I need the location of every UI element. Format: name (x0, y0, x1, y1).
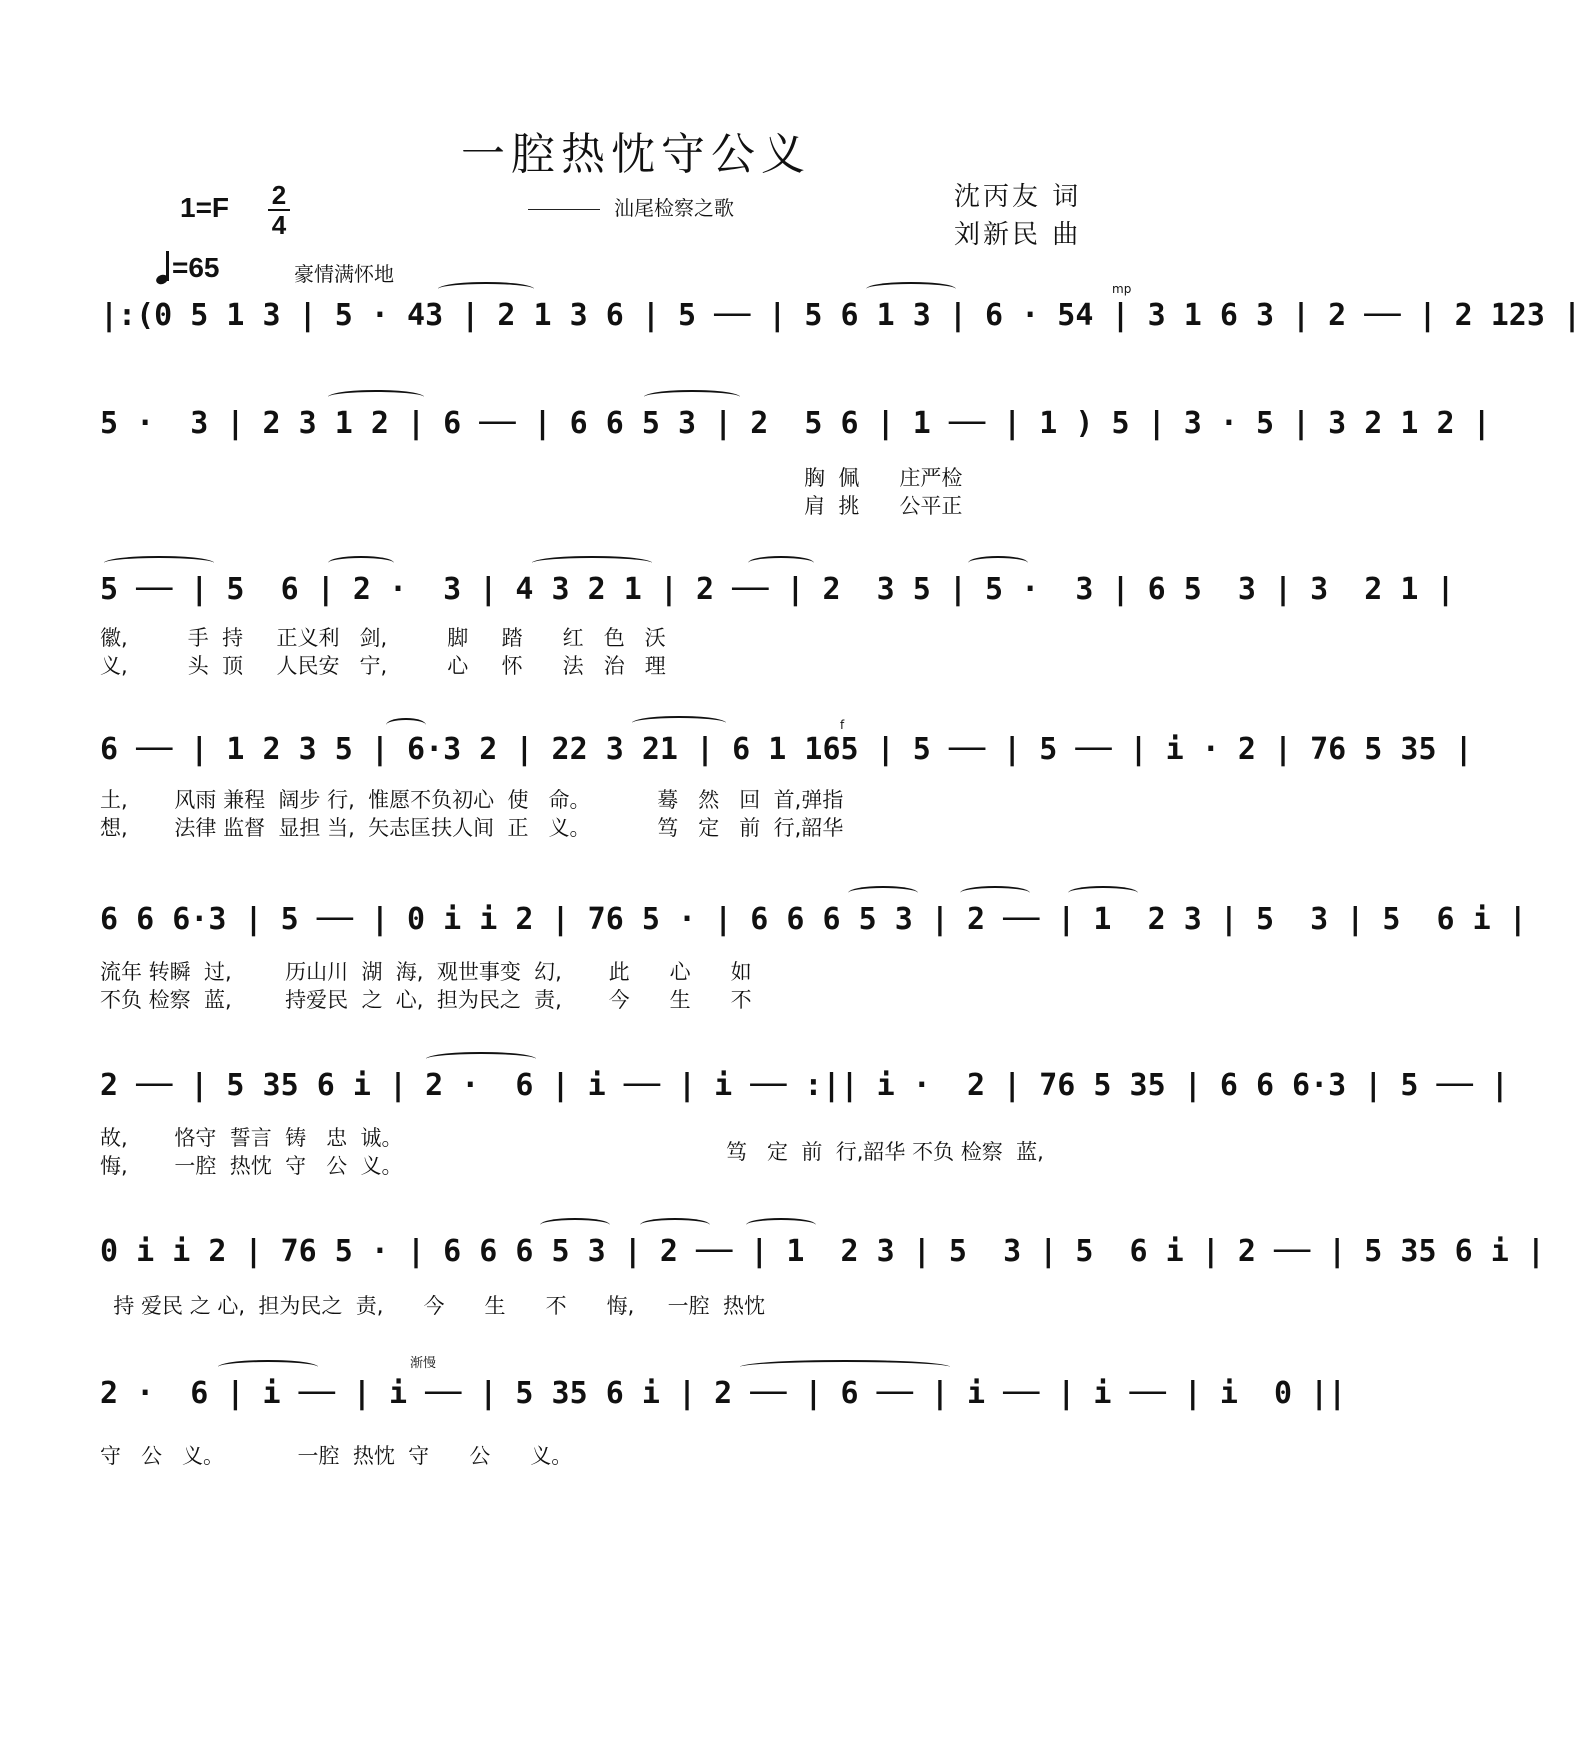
slur (740, 1360, 950, 1374)
song-title: 一腔热忱守公义 (461, 129, 811, 180)
dynamic-mark: f (840, 718, 845, 732)
slur (960, 886, 1030, 900)
notation-line: 0 i i 2 | 76 5 · | 6 6 6 5 3 | 2 ── | 1 2 3 | 5 3 | 5 6 i | 2 ── | 5 35 6 i | (100, 1234, 1545, 1269)
slur (1068, 886, 1138, 900)
slur (104, 556, 214, 570)
lyric-line-2: 不负 检察 蓝, 持爱民 之 心, 担为民之 责, 今 生 不 (100, 988, 752, 1012)
lyric-line-3: 笃 定 前 行,韶华 不负 检察 蓝, (726, 1140, 1044, 1164)
slur (438, 282, 534, 296)
slur (532, 556, 652, 570)
composer-credit: 刘新民 曲 (954, 220, 1082, 250)
tempo-value: =65 (172, 252, 220, 283)
slur (640, 1218, 710, 1232)
slur (644, 390, 740, 404)
slur (540, 1218, 610, 1232)
slur (328, 390, 424, 404)
slur (218, 1360, 318, 1374)
slur (748, 556, 814, 570)
lyric-line-1: 土, 风雨 兼程 阔步 行, 惟愿不负初心 使 命。 蓦 然 回 首,弹指 (100, 788, 844, 812)
time-signature (268, 182, 290, 238)
subtitle-dash (528, 209, 600, 210)
expression-marking: 豪情满怀地 (294, 262, 394, 286)
subtitle-text: 汕尾检察之歌 (614, 196, 734, 220)
key-signature: 1=F (180, 192, 230, 223)
notation-line: 2 · 6 | i ── | i ── | 5 35 6 i | 2 ── | 6 ── | i ── | i ── | i 0 || (100, 1376, 1347, 1411)
meter-top: 2 (271, 180, 287, 210)
lyric-line-2: 义, 头 顶 人民安 宁, 心 怀 法 治 理 (100, 654, 666, 678)
dynamic-mark: mp (1112, 282, 1132, 296)
meter-bottom: 4 (271, 210, 287, 240)
lyricist-credit: 沈丙友 词 (954, 182, 1082, 212)
quarter-note-icon (154, 254, 170, 284)
notation-line: 6 6 6·3 | 5 ── | 0 i i 2 | 76 5 · | 6 6 6 5 3 | 2 ── | 1 2 3 | 5 3 | 5 6 i | (100, 902, 1527, 937)
slur (328, 556, 394, 570)
lyric-line-2: 悔, 一腔 热忱 守 公 义。 (100, 1154, 403, 1178)
notation-line: 2 ── | 5 35 6 i | 2 · 6 | i ── | i ── :|| i · 2 | 76 5 35 | 6 6 6·3 | 5 ── | (100, 1068, 1509, 1103)
slur (746, 1218, 816, 1232)
slur (848, 886, 918, 900)
slur (632, 716, 726, 730)
lyric-line-1: 守 公 义。 一腔 热忱 守 公 义。 (100, 1444, 573, 1468)
notation-line: |:(0 5 1 3 | 5 · 43 | 2 1 3 6 | 5 ── | 5 6 1 3 | 6 · 54 | 3 1 6 3 | 2 ── | 2 123 | (100, 298, 1581, 333)
tempo-change-mark: 渐慢 (410, 1356, 437, 1371)
lyric-line-2: 肩 挑 公平正 (804, 494, 963, 518)
song-subtitle (528, 192, 734, 221)
lyric-line-2: 想, 法律 监督 显担 当, 矢志匡扶人间 正 义。 笃 定 前 行,韶华 (100, 816, 844, 840)
notation-line: 6 ── | 1 2 3 5 | 6·3 2 | 22 3 21 | 6 1 165 | 5 ── | 5 ── | i · 2 | 76 5 35 | (100, 732, 1473, 767)
lyric-line-1: 持 爱民 之 心, 担为民之 责, 今 生 不 悔, 一腔 热忱 (100, 1294, 766, 1318)
notation-line: 5 ── | 5 6 | 2 · 3 | 4 3 2 1 | 2 ── | 2 3 5 | 5 · 3 | 6 5 3 | 3 2 1 | (100, 572, 1455, 607)
lyric-line-1: 徽, 手 持 正义利 剑, 脚 踏 红 色 沃 (100, 626, 666, 650)
lyric-line-1: 故, 恪守 誓言 铸 忠 诚。 (100, 1126, 403, 1150)
notation-line: 5 · 3 | 2 3 1 2 | 6 ── | 6 6 5 3 | 2 5 6 | 1 ── | 1 ) 5 | 3 · 5 | 3 2 1 2 | (100, 406, 1491, 441)
slur (386, 718, 426, 732)
slur (426, 1052, 536, 1066)
lyric-line-1: 流年 转瞬 过, 历山川 湖 海, 观世事变 幻, 此 心 如 (100, 960, 752, 984)
tempo-marking (154, 252, 220, 284)
slur (968, 556, 1028, 570)
slur (866, 282, 956, 296)
lyric-line-1: 胸 佩 庄严检 (804, 466, 963, 490)
